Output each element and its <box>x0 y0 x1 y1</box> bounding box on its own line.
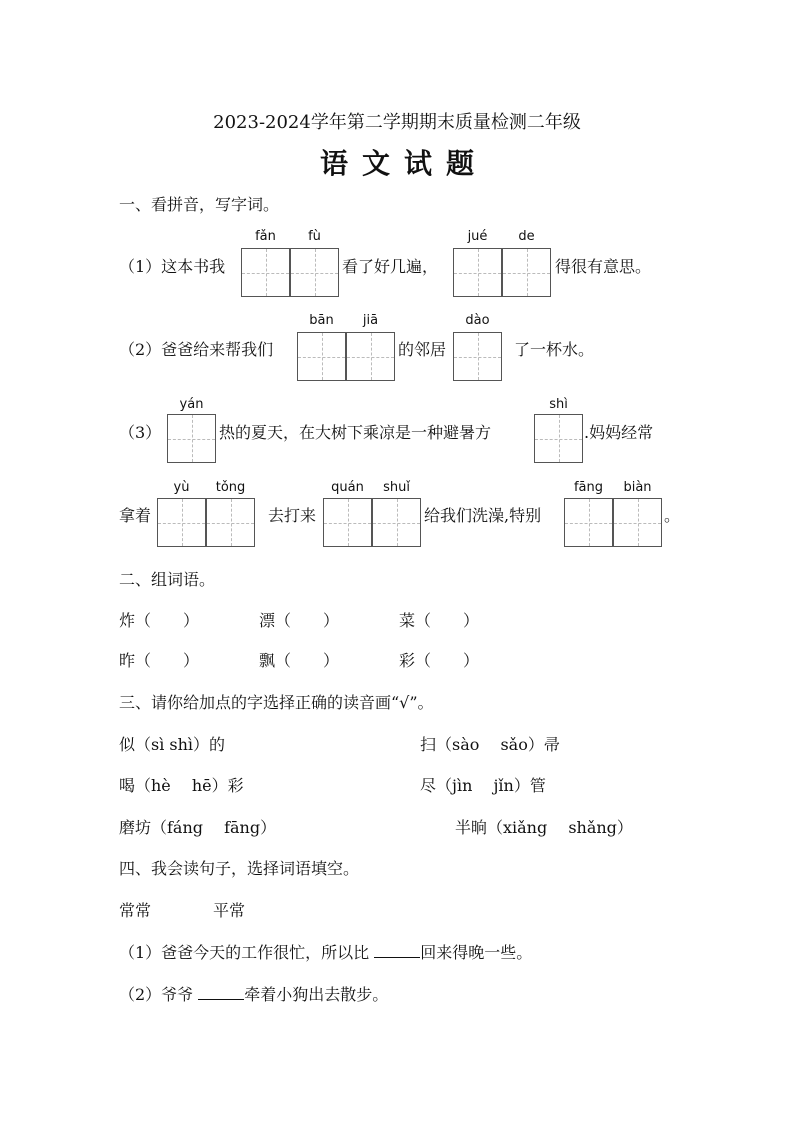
q3b-mid1: 去打来 <box>268 506 317 525</box>
word-item: 炸（ ） <box>119 611 200 630</box>
answer-blank[interactable] <box>374 943 420 958</box>
pronunciation-item[interactable]: 尽（jìn jǐn）管 <box>420 776 546 795</box>
writing-box[interactable] <box>290 248 339 297</box>
section1-heading: 一、看拼音，写字词。 <box>119 195 280 214</box>
fill-sentence-1 <box>119 940 532 963</box>
fill-sentence-2 <box>119 982 388 1005</box>
answer-blank[interactable] <box>198 985 244 1000</box>
q1-prefix: （1）这本书我 <box>119 257 226 276</box>
pinyin-shui: shuǐ <box>383 480 410 495</box>
q3-mid: 热的夏天，在大树下乘凉是一种避暑方 <box>219 423 492 442</box>
q3b-prefix: 拿着 <box>119 506 152 525</box>
pinyin-de: de <box>518 229 535 244</box>
writing-box[interactable] <box>241 248 290 297</box>
q1-suffix: 得很有意思。 <box>555 257 652 276</box>
writing-box[interactable] <box>613 498 662 547</box>
section3-heading: 三、请你给加点的字选择正确的读音画“√”。 <box>119 693 434 712</box>
word-choice: 常常 <box>119 901 152 920</box>
word-item: 漂（ ） <box>259 611 340 630</box>
pinyin-ban: bān <box>309 313 334 328</box>
q2-mid: 的邻居 <box>398 340 447 359</box>
pinyin-fu: fù <box>308 229 321 244</box>
pinyin-quan: quán <box>331 480 364 495</box>
q3b-suffix: 。 <box>664 506 681 525</box>
sentence-2-before: （2）爷爷 <box>119 985 199 1004</box>
writing-box[interactable] <box>323 498 372 547</box>
pronunciation-item[interactable]: 似（sì shì）的 <box>119 735 226 754</box>
sentence-1-after: 回来得晚一些。 <box>420 943 533 962</box>
writing-box[interactable] <box>534 414 583 463</box>
pronunciation-item[interactable]: 磨坊（fáng fāng） <box>119 818 277 837</box>
writing-box[interactable] <box>346 332 395 381</box>
subject-title: 语文试题 <box>319 147 488 180</box>
pronunciation-item[interactable]: 半晌（xiǎng shǎng） <box>455 818 633 837</box>
writing-box[interactable] <box>297 332 346 381</box>
pinyin-shi: shì <box>549 397 568 412</box>
pinyin-fan: fǎn <box>255 229 276 244</box>
q1-mid: 看了好几遍， <box>342 257 439 276</box>
sentence-1-before: （1）爸爸今天的工作很忙，所以比 <box>119 943 375 962</box>
q2-suffix: 了一杯水。 <box>514 340 595 359</box>
pinyin-yan: yán <box>179 397 204 412</box>
section2-heading: 二、组词语。 <box>119 570 216 589</box>
pronunciation-item[interactable]: 喝（hè hē）彩 <box>119 776 244 795</box>
word-item: 昨（ ） <box>119 651 200 670</box>
writing-box[interactable] <box>453 332 502 381</box>
writing-box[interactable] <box>157 498 206 547</box>
writing-box[interactable] <box>564 498 613 547</box>
q2-prefix: （2）爸爸给来帮我们 <box>119 340 274 359</box>
word-choice: 平常 <box>213 901 246 920</box>
word-item: 飘（ ） <box>259 651 340 670</box>
pinyin-yu: yù <box>173 480 190 495</box>
writing-box[interactable] <box>502 248 551 297</box>
sentence-2-after: 牵着小狗出去散步。 <box>244 985 389 1004</box>
section4-heading: 四、我会读句子，选择词语填空。 <box>119 859 360 878</box>
writing-box[interactable] <box>167 414 216 463</box>
pinyin-bian: biàn <box>623 480 652 495</box>
writing-box[interactable] <box>453 248 502 297</box>
exam-title: 2023-2024学年第二学期期末质量检测二年级 <box>213 112 581 133</box>
pinyin-fang: fāng <box>573 480 604 495</box>
q3-suffix: .妈妈经常 <box>584 423 654 442</box>
word-item: 彩（ ） <box>399 651 480 670</box>
writing-box[interactable] <box>372 498 421 547</box>
pinyin-jia: jiā <box>362 313 379 328</box>
writing-box[interactable] <box>206 498 255 547</box>
q3b-mid2: 给我们洗澡,特别 <box>424 506 542 525</box>
pinyin-tong: tǒng <box>215 480 246 495</box>
pronunciation-item[interactable]: 扫（sào sǎo）帚 <box>420 735 560 754</box>
q3-prefix: （3） <box>119 423 162 442</box>
word-item: 菜（ ） <box>399 611 480 630</box>
pinyin-dao: dào <box>465 313 490 328</box>
pinyin-jue: jué <box>467 229 488 244</box>
